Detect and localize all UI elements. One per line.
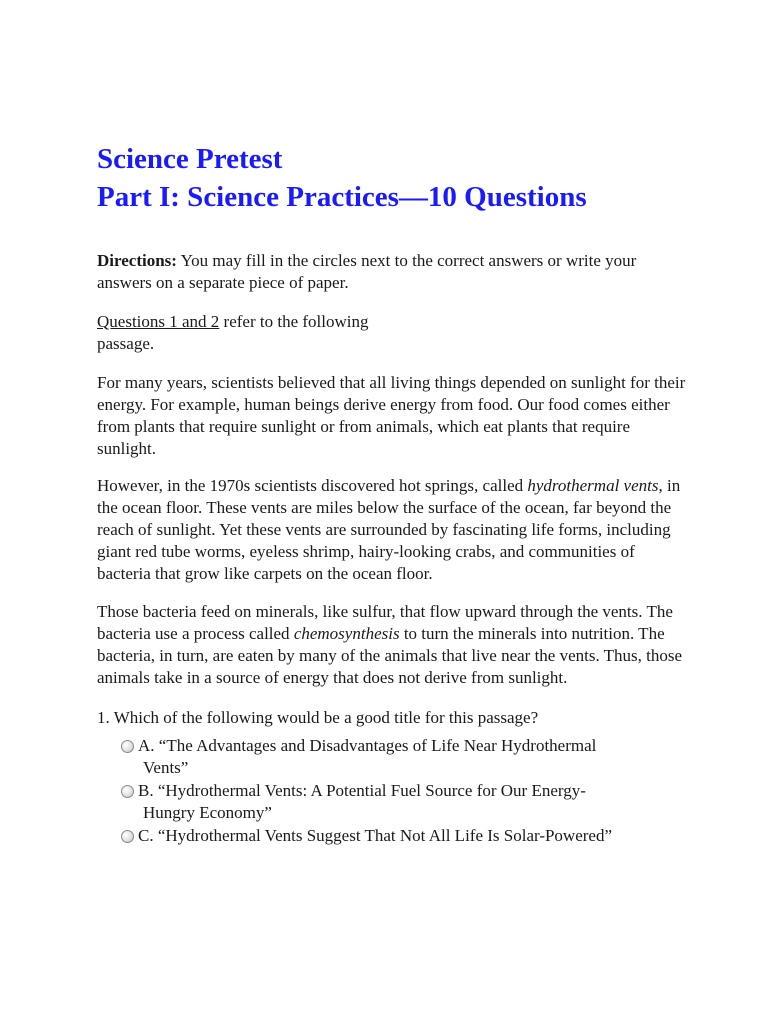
radio-circle-icon[interactable] bbox=[121, 830, 134, 843]
option-c-label bbox=[138, 825, 612, 847]
option-b-line-1: B. “Hydrothermal Vents: A Potential Fuel Source for Our Energy- bbox=[138, 781, 586, 800]
page-title bbox=[97, 140, 687, 216]
passage-p2-b: , in the ocean floor. These vents are miles below the surface of the ocean, far beyond the reach of sunlight. Yet these vents are surrounded by fascinating life forms, including giant red tube worms, eyeless shrimp, hairy-looking crabs, and communities of bacteria that grow like carpets on the ocean floor. bbox=[97, 476, 681, 583]
questions-ref-underlined: Questions 1 and 2 bbox=[97, 312, 220, 331]
option-c[interactable] bbox=[121, 825, 687, 847]
questions-ref-rest: refer to the following bbox=[219, 312, 369, 331]
title-line-1: Science Pretest bbox=[97, 143, 283, 175]
passage-paragraph-1: For many years, scientists believed that all living things depended on sunlight for their energy. For example, human beings derive energy from food. Our food comes either from plants that require sunlight or from animals, which eat plants that require sunlight. bbox=[97, 373, 686, 458]
radio-circle-icon[interactable] bbox=[121, 740, 134, 753]
option-b-label bbox=[138, 780, 586, 824]
passage-p3-b: to turn the minerals into nutrition. The bacteria, in turn, are eaten by many of the animals that live near the vents. Thus, those animals take in a source of energy that does not derive from sunlight. bbox=[97, 624, 683, 687]
passage-p3-a: Those bacteria feed on minerals, like sulfur, that flow upward through the vents. The bacteria use a process called bbox=[97, 602, 673, 643]
radio-circle-icon[interactable] bbox=[121, 785, 134, 798]
question-1-prompt: 1. Which of the following would be a good title for this passage? bbox=[97, 708, 539, 727]
directions-text: You may fill in the circles next to the correct answers or write your answers on a separate piece of paper. bbox=[97, 251, 637, 292]
document-page bbox=[97, 140, 687, 848]
title-line-2: Part I: Science Practices—10 Questions bbox=[97, 181, 587, 213]
passage-p2-a: However, in the 1970s scientists discovered hot springs, called bbox=[97, 476, 528, 495]
passage-paragraph-3 bbox=[97, 601, 687, 689]
option-a-line-1: A. “The Advantages and Disadvantages of Life Near Hydrothermal bbox=[138, 736, 597, 755]
questions-ref-rest-2: passage. bbox=[97, 334, 155, 353]
option-b[interactable] bbox=[121, 780, 687, 824]
passage-p3-term: chemosynthesis bbox=[293, 624, 400, 643]
directions-paragraph bbox=[97, 250, 687, 294]
option-a[interactable] bbox=[121, 735, 687, 779]
option-a-label bbox=[138, 735, 596, 779]
question-1-options bbox=[121, 735, 687, 847]
questions-reference bbox=[97, 311, 687, 355]
option-c-line-1: C. “Hydrothermal Vents Suggest That Not All Life Is Solar-Powered” bbox=[138, 826, 613, 845]
passage-paragraph-2 bbox=[97, 475, 687, 585]
directions-label: Directions: bbox=[97, 251, 177, 270]
option-b-line-2: Hungry Economy” bbox=[143, 803, 272, 822]
option-a-line-2: Vents” bbox=[143, 758, 189, 777]
passage-p2-term: hydrothermal vents bbox=[527, 476, 659, 495]
